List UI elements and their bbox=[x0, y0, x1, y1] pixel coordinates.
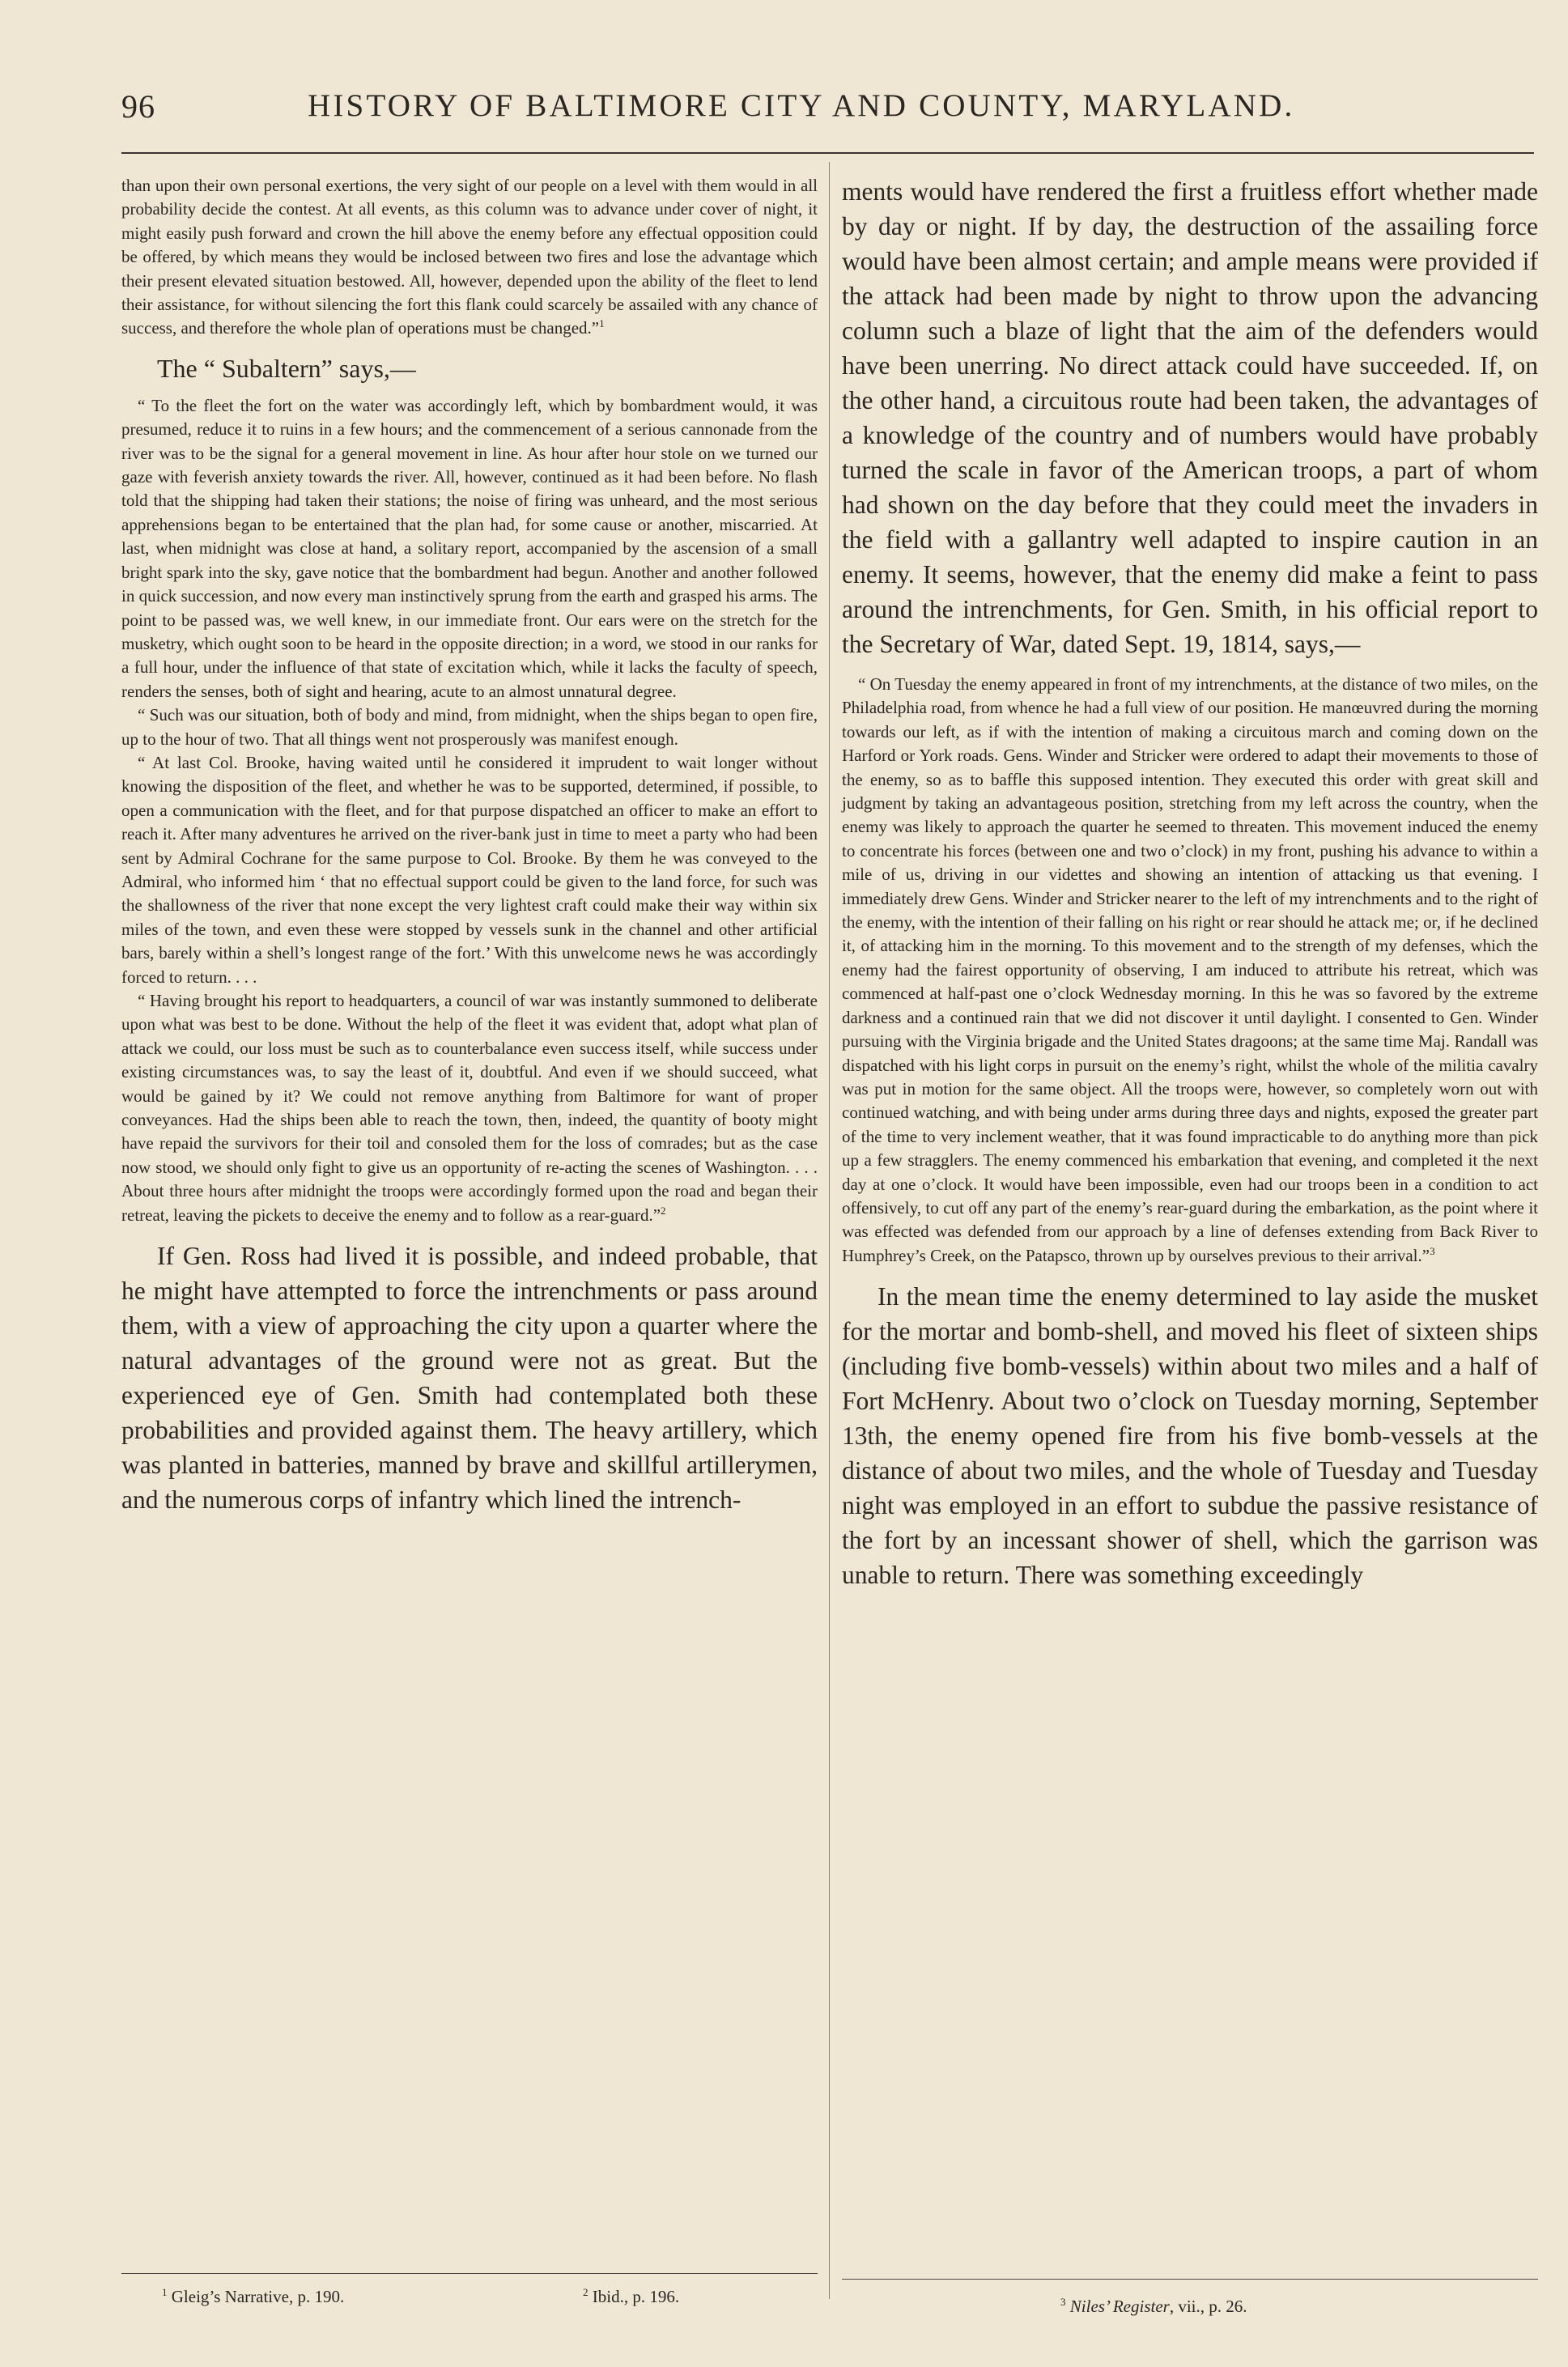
column-divider bbox=[829, 162, 830, 2299]
footnote-ref: 2 bbox=[661, 1204, 666, 1217]
bombardment-paragraph: In the mean time the enemy determined to lay aside the musket for the mortar and bomb-shell, and moved his fleet of sixteen ships (including five bomb-vessels) within about two miles and a half of Fort McHenry. About two o’clock on Tuesday morning, September 13th, the enemy opened fire from his five bomb-vessels at the distance of about two miles, and the whole of Tuesday and Tuesday night was employed in an effort to subdue the passive resistance of the fort by an incessant shower of shell, which the garrison was unable to return. There was something exceedingly bbox=[842, 1282, 1538, 1590]
footnote-1: $^1$ Gleig’s Narrative, p. 190. bbox=[162, 2286, 345, 2306]
defense-paragraph: ments would have rendered the first a fruitless effort whether made by day or night. If by day, the destruction of the assailing force would have been almost certain; and ample means were provided if the attack had been made by night to throw upon the advancing column such a blaze of light that the aim of the defenders would have been unerring. No direct attack could have succeeded. If, on the other hand, a circuitous route had been taken, the advantages of a knowledge of the country and of numbers would have probably turned the scale in favor of the American troops, a part of whom had shown on the day before that they could meet the invaders in the field with a gallantry well adapted to inspire caution in an enemy. It seems, however, that the enemy did make a feint to pass around the intrenchments, for Gen. Smith, in his official report to the Secretary of War, dated Sept. 19, 1814, says,— bbox=[842, 177, 1538, 658]
footnote-3: $^3$ Niles’ Register, vii., p. 26. bbox=[1060, 2296, 1247, 2316]
subaltern-quote-2: “ Such was our situation, both of body and mind, from midnight, when the ships began to open fire, up to the hour of two. That all things went not prosperously was manifest enough. bbox=[121, 705, 818, 749]
footnote-rule-left bbox=[121, 2273, 818, 2274]
right-column bbox=[842, 174, 1538, 1592]
header-rule bbox=[121, 152, 1534, 154]
footnote-2: $^2$ Ibid., p. 196. bbox=[583, 2286, 680, 2306]
gleig-quote-end: than upon their own personal exertions, the very sight of our people on a level with them would in all probability decide the contest. At all events, as this column was to advance under cover of night, it might easily push forward and crown the hill above the enemy before any effectual opposition could be offered, by which means they would be inclosed between two fires and lose the advantage which their present elevated situation bestowed. All, however, depended upon the ability of the fleet to lend their assistance, for without silencing the fort this flank could scarcely be assailed with any chance of success, and therefore the whole plan of operations must be changed.”$^1$ bbox=[121, 176, 818, 338]
subaltern-quote-3: “ At last Col. Brooke, having waited until he considered it imprudent to wait longer without knowing the disposition of the fleet, and whether he was to be supported, determined, if possible, to open a communication with the fleet, and for that purpose dispatched an officer to make an effort to reach it. After many adventures he arrived on the river-bank just in time to meet a party who had been sent by Admiral Cochrane for the same purpose to Col. Brooke. By them he was conveyed to the Admiral, who informed him ‘ that no effectual support could be given to the land force, for such was the shallowness of the river that none except the very lightest craft could make their way within six miles of the town, and even these were stopped by vessels sunk in the channel and other artificial bars, barely within a shell’s longest range of the fort.’ With this unwelcome news he was accordingly forced to return. . . . bbox=[121, 752, 818, 987]
page-number: 96 bbox=[121, 88, 155, 125]
running-header bbox=[121, 87, 1417, 136]
left-column bbox=[121, 174, 818, 1517]
footnote-ref: 3 bbox=[1430, 1244, 1435, 1257]
subaltern-lead: The “ Subaltern” says,— bbox=[157, 353, 416, 383]
smith-report-quote: “ On Tuesday the enemy appeared in front of my intrenchments, at the distance of two miles, on the Philadelphia road, from whence he had a full view of our position. He manœuvred during the morning towards our left, as if with the intention of making a circuitous march and coming down on the Harford or York roads. Gens. Winder and Stricker were ordered to adapt their movements to those of the enemy, so as to baffle this supposed intention. They executed this order with great skill and judgment by taking an advantageous position, stretching from my left across the country, when the enemy was likely to approach the quarter he seemed to threaten. This movement induced the enemy to concentrate his forces (between one and two o’clock) in my front, pushing his advance to within a mile of us, driving in our videttes and showing an intention of attacking us that evening. I immediately drew Gens. Winder and Stricker nearer to the left of my intrenchments and to the right of the enemy, with the intention of their falling on his right or rear should he attack me; or, if he declined it, of attacking him in the morning. To this movement and to the strength of my defenses, which the enemy had the fairest opportunity of observing, I am induced to attribute his retreat, which was commenced at half-past one o’clock Wednesday morning. In this he was so favored by the extreme darkness and a continued rain that we did not discover it until daylight. I consented to Gen. Winder pursuing with the Virginia brigade and the United States dragoons; at the same time Maj. Randall was dispatched with his light corps in pursuit on the enemy’s right, whilst the whole of the militia cavalry was put in motion for the same object. All the troops were, however, so completely worn out with continued watching, and with being under arms during three days and nights, exposed the greater part of the time to very inclement weather, that it was found impracticable to do anything more than pick up a few stragglers. The enemy commenced his embarkation that evening, and completed it the next day at one o’clock. It would have been impossible, even had our troops been in a condition to act offensively, to cut off any part of the enemy’s rear-guard during the embarkation, as the point where it was effected was defended from our approach by a line of defenses extending from Back River to Humphrey’s Creek, on the Patapsco, thrown up by ourselves previous to their arrival.”$^3$ bbox=[842, 674, 1538, 1265]
subaltern-quote-1: “ To the fleet the fort on the water was accordingly left, which by bombardment would, it was presumed, reduce it to ruins in a few hours; and the commencement of a serious cannonade from the river was to be the signal for a general movement in line. As hour after hour stole on we turned our gaze with feverish anxiety towards the river. All, however, continued as it had been before. No flash told that the shipping had taken their stations; the noise of firing was unheard, and the most serious apprehensions began to be entertained that the plan had, for some cause or another, miscarried. At last, when midnight was close at hand, a solitary report, accompanied by the ascension of a small bright spark into the sky, gave notice that the bombardment had begun. Another and another followed in quick succession, and now every man instinctively sprung from the earth and grasped his arms. The point to be passed was, we well knew, in our immediate front. Our ears were on the stretch for the musketry, which ought soon to be heard in the opposite direction; in a word, we stood in our ranks for a full hour, under the influence of that state of excitation which, while it lacks the faculty of speech, renders the senses, both of sight and hearing, acute to an almost unnatural degree. bbox=[121, 395, 818, 701]
footnote-rule-right bbox=[842, 2279, 1538, 2280]
running-title: HISTORY OF BALTIMORE CITY AND COUNTY, MARYLAND. bbox=[308, 88, 1295, 123]
ross-paragraph: If Gen. Ross had lived it is possible, and indeed probable, that he might have attempted to force the intrenchments or pass around them, with a view of approaching the city upon a quarter where the natural advantages of the ground were not as great. But the experienced eye of Gen. Smith had contemplated both these probabilities and provided against them. The heavy artillery, which was planted in batteries, manned by brave and skillful artillerymen, and the numerous corps of infantry which lined the intrench- bbox=[121, 1242, 818, 1515]
footnote-ref: 1 bbox=[599, 317, 605, 330]
subaltern-quote-4: “ Having brought his report to headquarters, a council of war was instantly summoned to deliberate upon what was best to be done. Without the help of the fleet it was evident that, adopt what plan of attack we could, our loss must be such as to counterbalance even success itself, while success under existing circumstances was, to say the least of it, doubtful. And even if we should succeed, what would be gained by it? We could not remove anything from Baltimore for want of proper conveyances. Had the ships been able to reach the town, then, indeed, the quantity of booty might have repaid the survivors for their toil and consoled them for the loss of comrades; but as the case now stood, we should only fight to give us an opportunity of re-acting the scenes of Washington. . . . About three hours after midnight the troops were accordingly formed upon the road and began their retreat, leaving the pickets to deceive the enemy and to follow as a rear-guard.”$^2$ bbox=[121, 991, 818, 1225]
